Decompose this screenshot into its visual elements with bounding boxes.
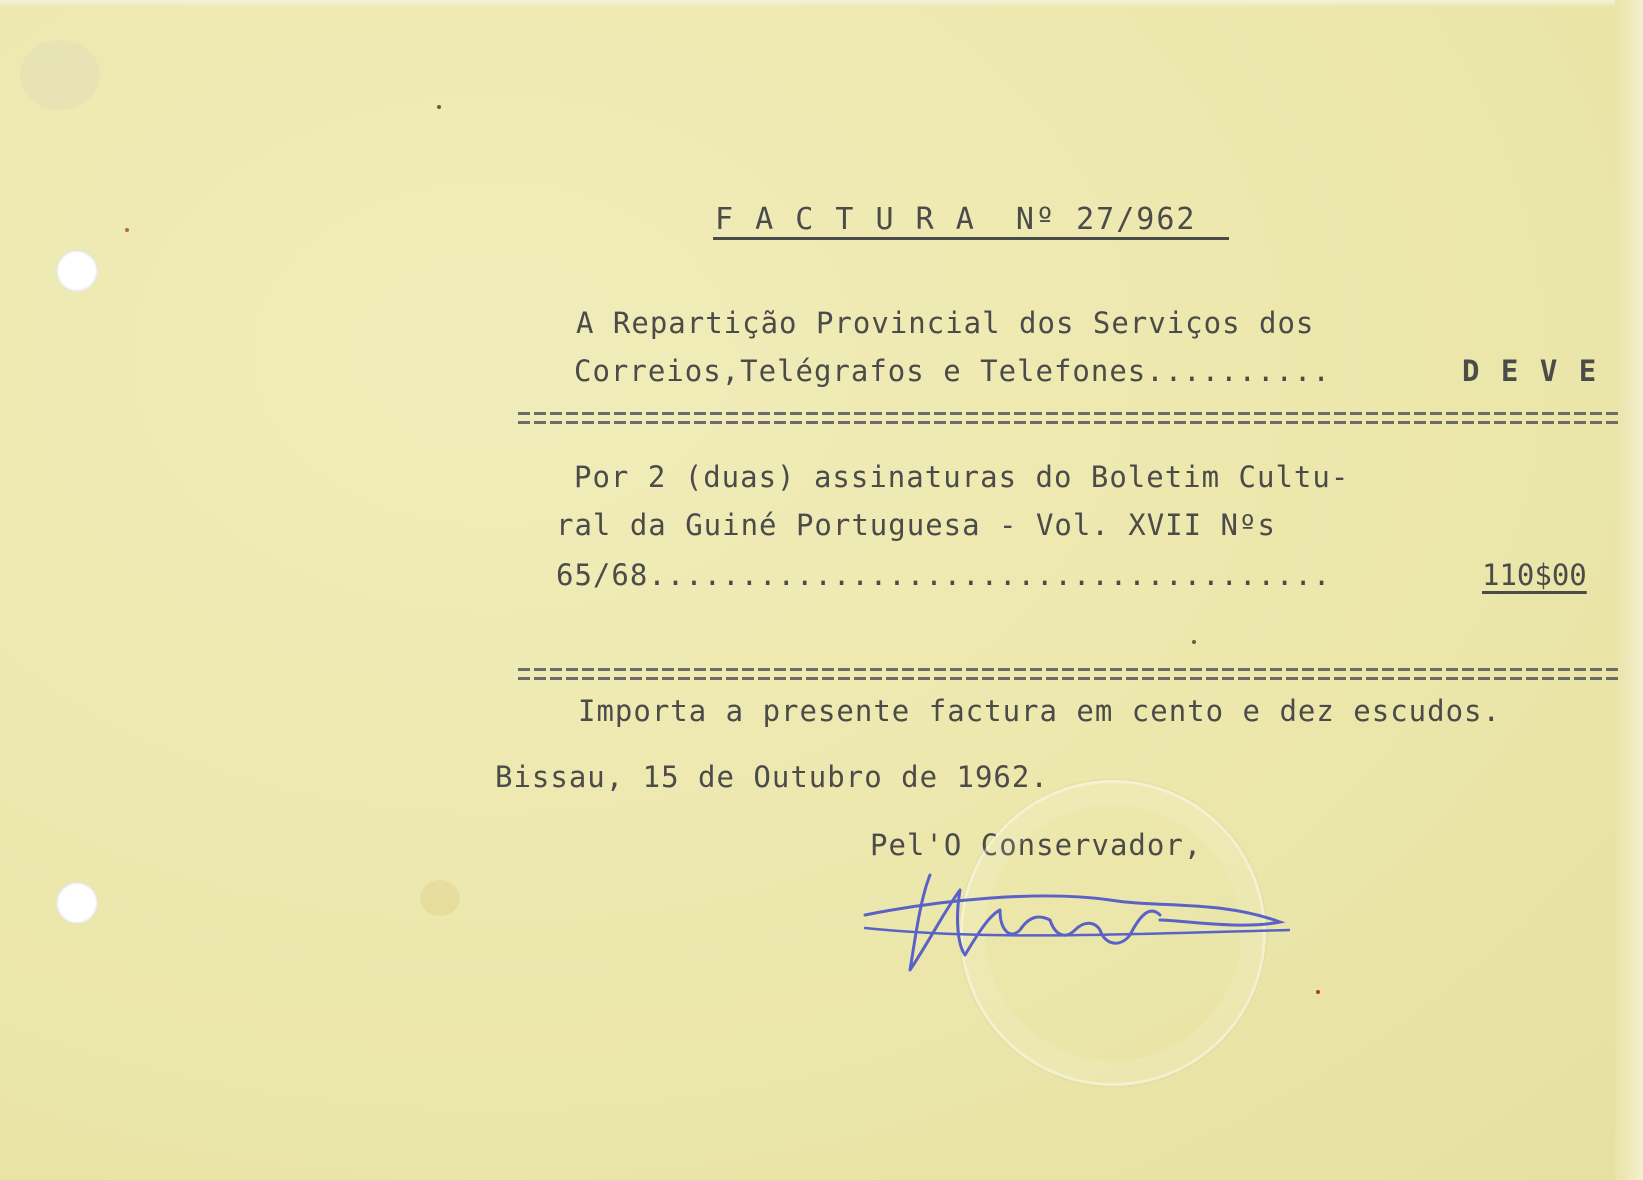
- invoice-title: F A C T U R A Nº 27/962: [715, 202, 1197, 237]
- paper-right-edge: [1615, 0, 1643, 1180]
- item-line-1: Por 2 (duas) assinaturas do Boletim Cultu-: [574, 460, 1350, 494]
- separator-rule-bottom: [518, 668, 1618, 680]
- title-underline: [713, 237, 1229, 240]
- place-date: Bissau, 15 de Outubro de 1962.: [495, 760, 1049, 794]
- stain-mark: [20, 40, 100, 110]
- paper-speck: [125, 228, 129, 232]
- stain-mark: [420, 880, 460, 916]
- item-line-2: ral da Guiné Portuguesa - Vol. XVII Nºs: [556, 508, 1276, 542]
- deve-label: D E V E: [1462, 354, 1599, 388]
- paper-speck: [437, 105, 441, 109]
- recipient-line-1: A Repartição Provincial dos Serviços dos: [576, 306, 1315, 340]
- item-line-3: 65/68.....................................: [556, 558, 1350, 592]
- punch-hole-bottom: [56, 882, 98, 924]
- recipient-line-2: Correios,Telégrafos e Telefones..........: [574, 354, 1331, 388]
- paper-speck: [1316, 990, 1320, 994]
- separator-rule-top: [518, 412, 1618, 424]
- paper-top-edge: [0, 0, 1643, 8]
- paper-speck: [1192, 640, 1196, 644]
- handwritten-signature: [860, 860, 1290, 980]
- signatory-label: Pel'O Conservador,: [870, 828, 1203, 862]
- item-amount: 110$00: [1482, 558, 1587, 592]
- punch-hole-top: [56, 250, 98, 292]
- total-text: Importa a presente factura em cento e dez escudos.: [578, 694, 1501, 728]
